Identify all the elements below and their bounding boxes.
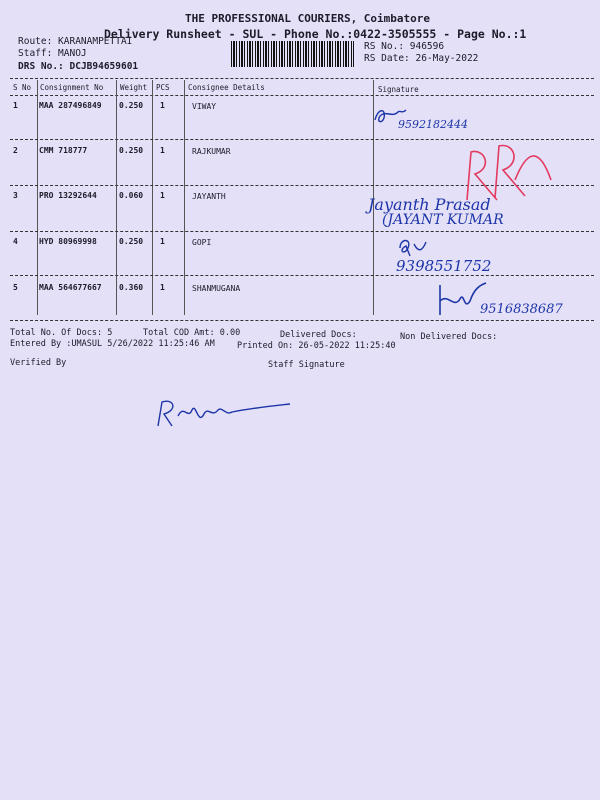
row-sno: 2 — [13, 146, 18, 155]
row-consignment: CMM 718777 — [39, 146, 88, 155]
col-header-consignment: Consignment No — [40, 83, 104, 92]
table-header-rule — [10, 95, 594, 96]
entered-by: Entered By :UMASUL 5/26/2022 11:25:46 AM — [10, 339, 215, 349]
row-weight: 0.250 — [119, 101, 144, 110]
row-sno: 1 — [13, 101, 18, 110]
col-header-signature: Signature — [378, 85, 419, 94]
col-header-pcs: PCS — [156, 83, 170, 92]
staff-signature-label: Staff Signature — [268, 360, 345, 370]
col-header-weight: Weight — [120, 83, 148, 92]
row-rule — [10, 231, 594, 232]
total-docs: Total No. Of Docs: 5 — [10, 328, 113, 338]
verifier-signature — [152, 396, 292, 436]
row-pcs: 1 — [160, 191, 165, 200]
row-sno: 5 — [13, 283, 18, 292]
rs-date: RS Date: 26-May-2022 — [364, 53, 479, 64]
handwritten-caps-row3: (JAYANT KUMAR — [382, 212, 504, 228]
col-header-consignee: Consignee Details — [188, 83, 265, 92]
col-divider — [37, 80, 38, 315]
col-divider — [116, 80, 117, 315]
total-cod: Total COD Amt: 0.00 — [143, 328, 241, 338]
row-weight: 0.250 — [119, 237, 144, 246]
handwritten-phone-row5: 9516838687 — [480, 302, 563, 317]
row-consignment: HYD 80969998 — [39, 237, 97, 246]
barcode — [231, 41, 354, 67]
row-consignee: GOPI — [192, 238, 212, 247]
verified-by: Verified By — [10, 358, 67, 368]
row-pcs: 1 — [160, 283, 165, 292]
row-weight: 0.360 — [119, 283, 144, 292]
row-weight: 0.060 — [119, 191, 144, 200]
staff-label: Staff: MANOJ — [18, 48, 87, 59]
row-consignment: MAA 287496849 — [39, 101, 102, 110]
row-sno: 4 — [13, 237, 18, 246]
rs-number: RS No.: 946596 — [364, 41, 445, 52]
runsheet-title: Delivery Runsheet - SUL - Phone No.:0422-3505555 - Page No.:1 — [104, 27, 527, 41]
row-consignee: RAJKUMAR — [192, 147, 231, 156]
col-divider — [184, 80, 185, 315]
row-consignee: SHANMUGANA — [192, 284, 241, 293]
table-top-rule — [10, 78, 594, 79]
row-pcs: 1 — [160, 101, 165, 110]
row-rule — [10, 275, 594, 276]
delivered-docs: Delivered Docs: — [280, 330, 357, 340]
table-bottom-rule — [10, 320, 594, 321]
drs-number — [18, 61, 138, 72]
row-sno: 3 — [13, 191, 18, 200]
route-label: Route: KARANAMPETTAI — [18, 36, 133, 47]
company-title: THE PROFESSIONAL COURIERS, Coimbatore — [185, 12, 431, 25]
col-divider — [152, 80, 153, 315]
row-pcs: 1 — [160, 237, 165, 246]
drs-label: DRS No.: — [18, 61, 64, 72]
drs-value: DCJB94659601 — [69, 61, 139, 72]
row-weight: 0.250 — [119, 146, 144, 155]
handwritten-phone-row4: 9398551752 — [396, 257, 492, 275]
non-delivered-docs: Non Delivered Docs: — [400, 332, 498, 342]
col-header-sno: S No — [13, 83, 32, 92]
handwritten-name-row3: Jayanth Prasad — [368, 195, 491, 214]
row-consignee: JAYANTH — [192, 192, 226, 201]
row-consignment: PRO 13292644 — [39, 191, 97, 200]
printed-on: Printed On: 26-05-2022 11:25:40 — [237, 341, 396, 351]
row-pcs: 1 — [160, 146, 165, 155]
handwritten-phone-row1: 9592182444 — [398, 118, 468, 131]
row-consignee: VIWAY — [192, 102, 217, 111]
row-consignment: MAA 564677667 — [39, 283, 102, 292]
